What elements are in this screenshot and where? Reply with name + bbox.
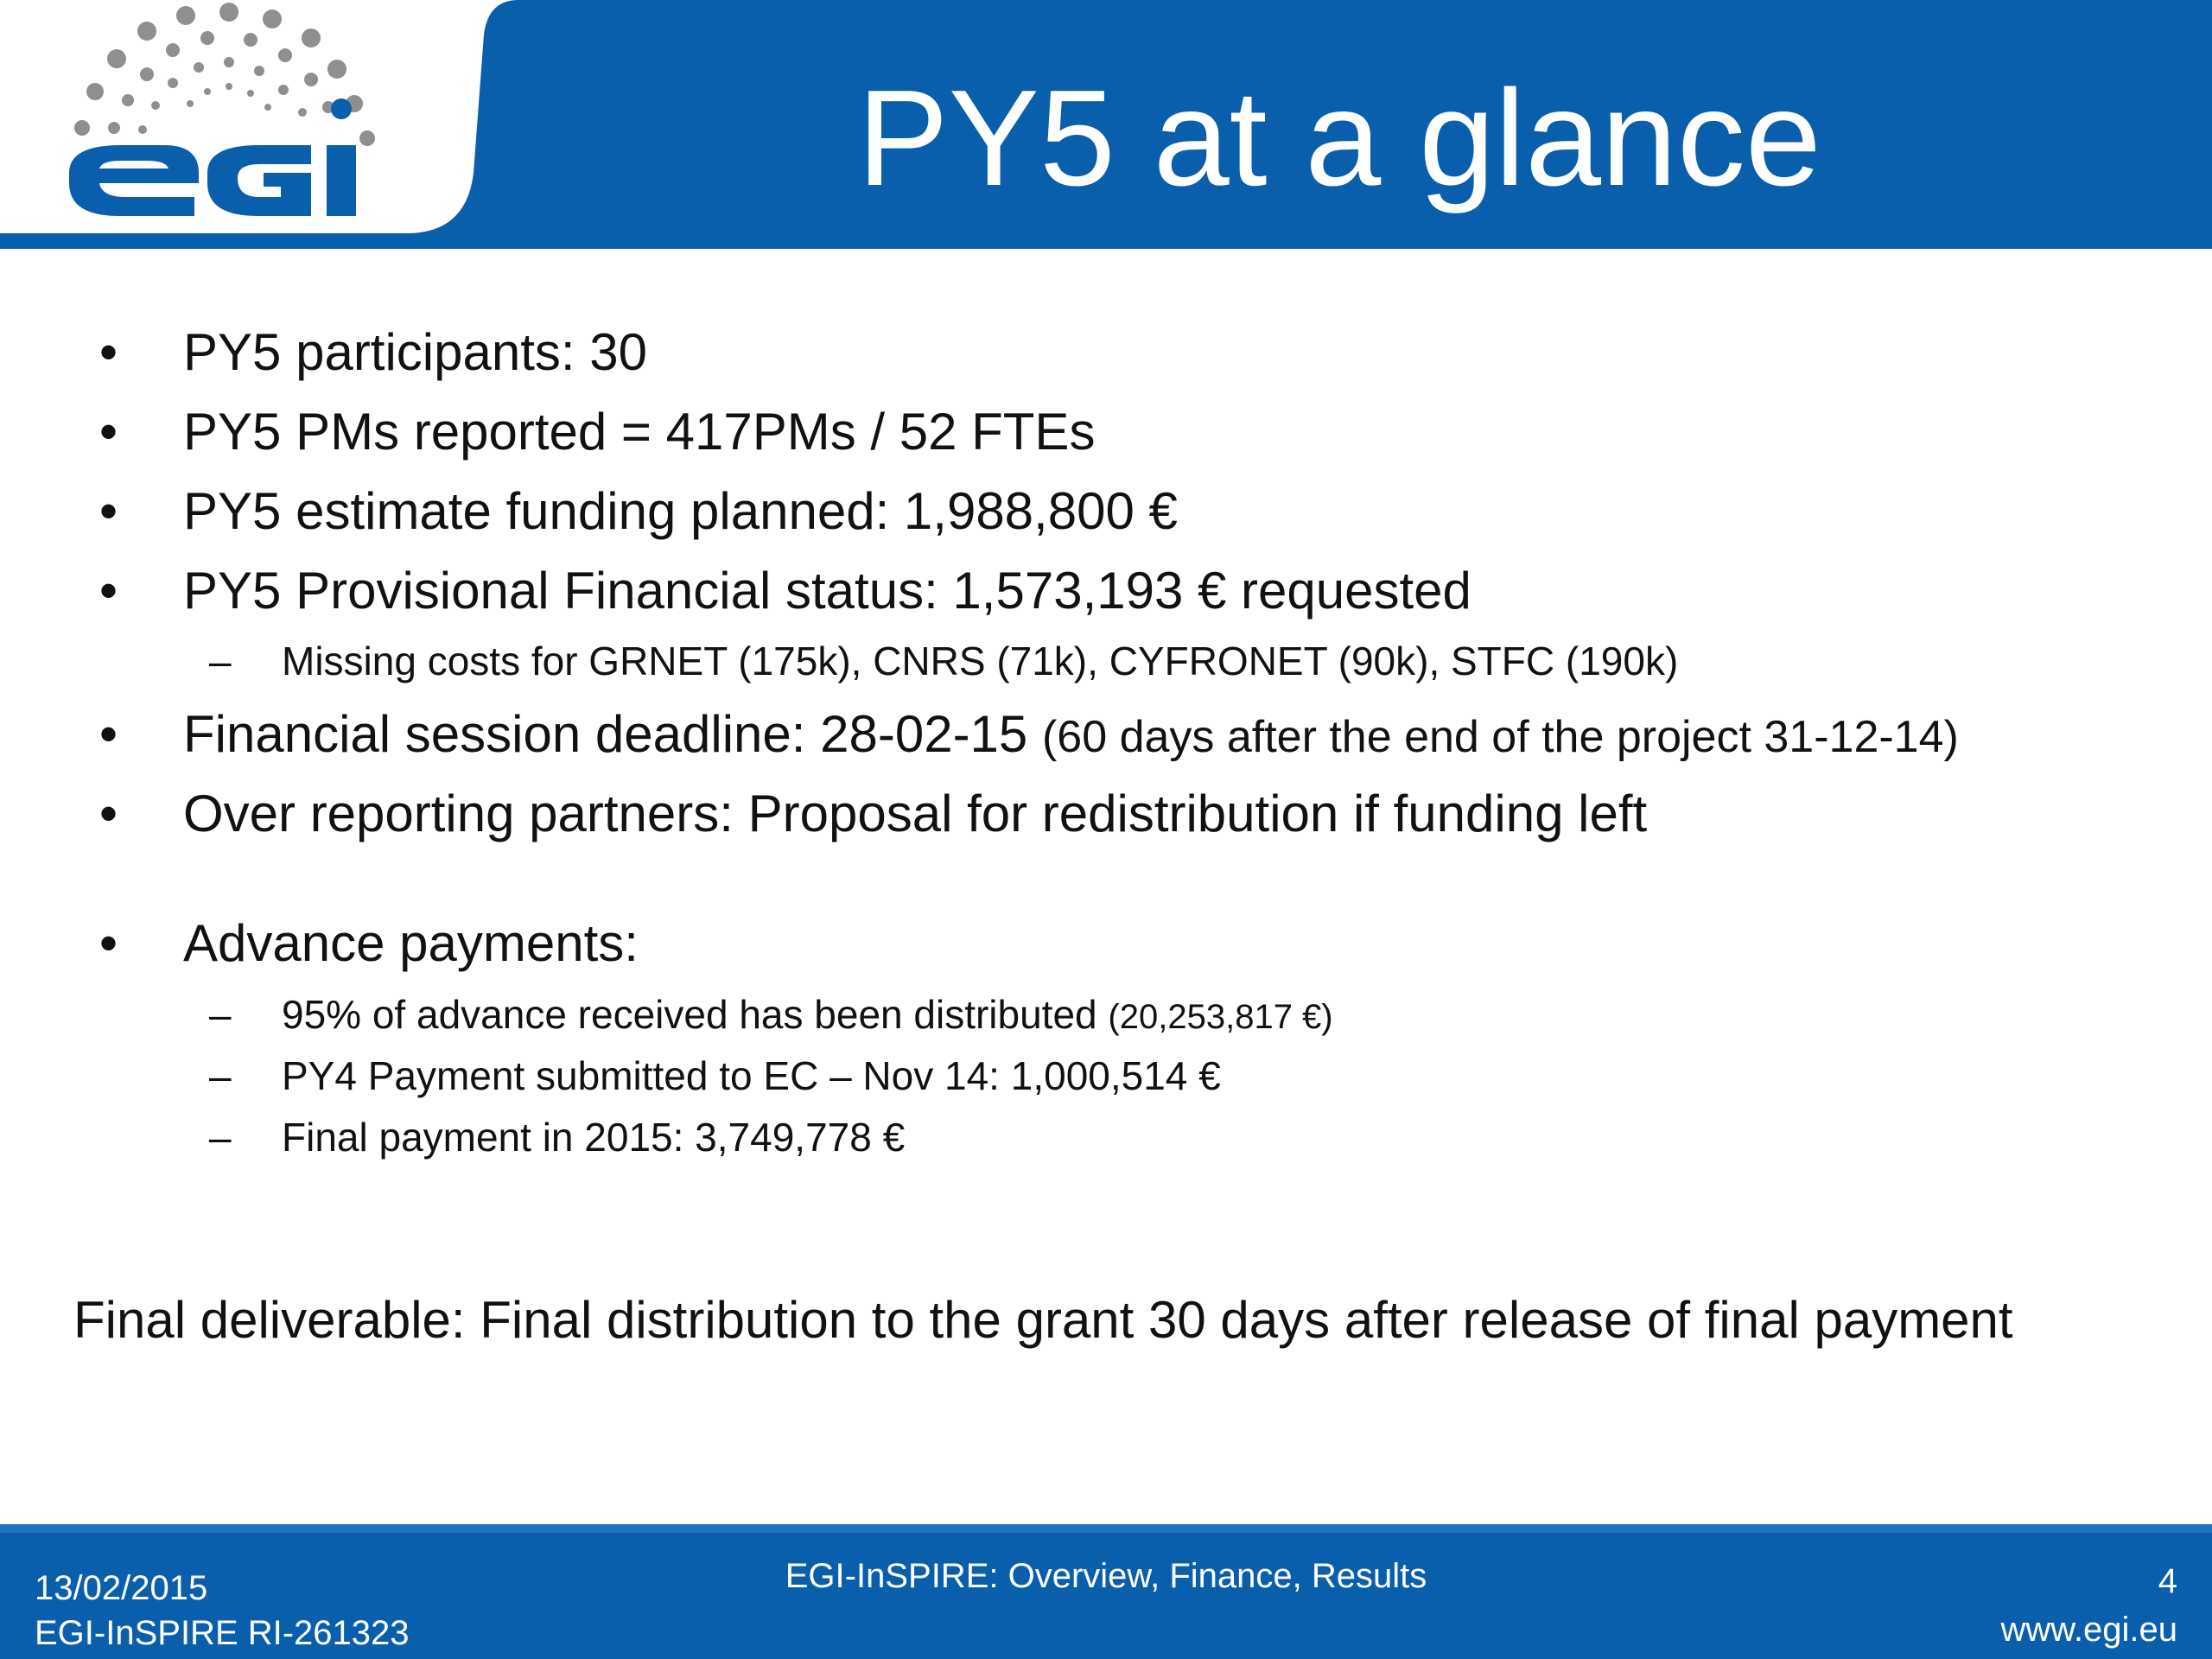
bullet-icon: • [99,785,118,842]
bullet-text: PY5 estimate funding planned: 1,988,800 € [183,482,1178,540]
bullet-icon: • [99,705,118,763]
bullet-text-with-note [183,703,1959,768]
bullet-text: Advance payments: [183,914,639,972]
bullet-icon: • [99,562,118,620]
bullet-text: Over reporting partners: Proposal for redistribution if funding left [183,785,1648,842]
sub-bullet-text: Final payment in 2015: 3,749,778 € [282,1115,906,1160]
bullet-text: Financial session deadline: 28-02-15 [183,705,1028,763]
dash-icon: – [209,1053,232,1098]
bullet-icon: • [99,403,118,461]
bullet-icon: • [99,914,118,972]
page-number: 4 [2158,1562,2177,1600]
footer-website-link[interactable]: www.egi.eu [2000,1611,2177,1649]
sub-bullet-text: 95% of advance received has been distributed [282,992,1097,1037]
footer-presentation-title: EGI-InSPIRE: Overview, Finance, Results [785,1557,1427,1595]
sub-bullet-text-with-note [282,990,1333,1041]
slide-title: PY5 at a glance [857,62,1821,214]
footer-date: 13/02/2015 [35,1569,208,1607]
sub-bullet-text: Missing costs for GRNET (175k), CNRS (71k), CYFRONET (90k), STFC (190k) [282,639,1679,683]
dash-icon: – [209,639,232,683]
bullet-icon: • [99,482,118,540]
sub-bullet-text: PY4 Payment submitted to EC – Nov 14: 1,000,514 € [282,1053,1221,1098]
bullet-note: (60 days after the end of the project 31-12-14) [1041,712,1959,762]
bullet-icon: • [99,323,118,381]
dash-icon: – [209,992,232,1037]
bullet-text: PY5 participants: 30 [183,323,647,381]
footer-grant-id: EGI-InSPIRE RI-261323 [35,1614,410,1652]
dash-icon: – [209,1115,232,1160]
sub-bullet-note: (20,253,817 €) [1108,998,1333,1036]
bullet-text: PY5 Provisional Financial status: 1,573,193 € requested [183,562,1471,620]
final-deliverable-text: Final deliverable: Final distribution to the grant 30 days after release of final payment [73,1291,2013,1349]
footer-divider [0,1524,2212,1533]
bullet-text: PY5 PMs reported = 417PMs / 52 FTEs [183,403,1096,461]
slide-footer [0,1524,2212,1659]
